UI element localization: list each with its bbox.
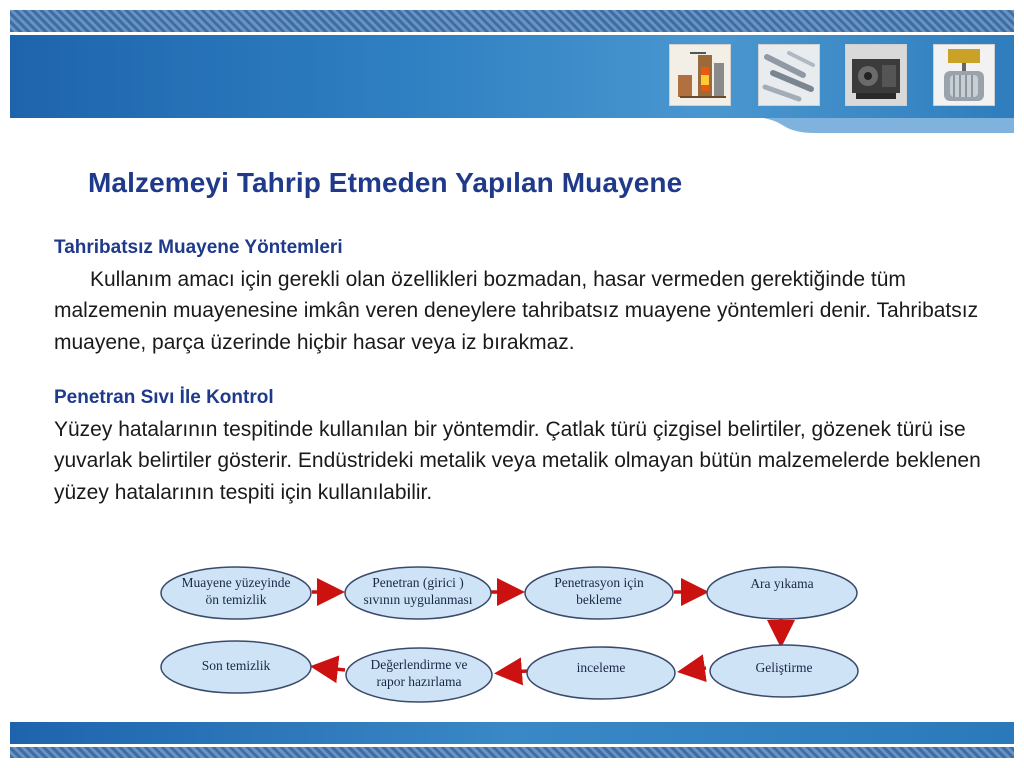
flow-step-7-line2: rapor hazırlama bbox=[376, 674, 462, 689]
flow-step-1 bbox=[161, 567, 311, 619]
slide-title: Malzemeyi Tahrip Etmeden Yapılan Muayene bbox=[88, 167, 683, 198]
flow-step-1-line2: ön temizlik bbox=[205, 592, 267, 607]
flow-arrow-5 bbox=[684, 668, 706, 671]
footer-band bbox=[10, 722, 1014, 744]
flow-step-3-line2: bekleme bbox=[576, 592, 622, 607]
flow-arrow-7 bbox=[317, 667, 345, 670]
flow-step-7-line1: Değerlendirme ve bbox=[370, 657, 468, 672]
flow-step-2-line2: sıvının uygulanması bbox=[363, 592, 473, 607]
flow-step-5 bbox=[710, 645, 858, 697]
flow-step-4 bbox=[707, 567, 857, 619]
flow-step-3 bbox=[525, 567, 673, 619]
flow-step-8-line1: Son temizlik bbox=[201, 658, 271, 673]
flow-step-3-line1: Penetrasyon için bbox=[554, 575, 644, 590]
flow-step-2-line1: Penetran (girici ) bbox=[372, 575, 464, 590]
footer-stripe-band bbox=[10, 747, 1014, 758]
penetrant-paragraph: Yüzey hatalarının tespitinde kullanılan bir yöntemdir. Çatlak türü çizgisel belirtiler, gözenek türü ise yuvarlak belirtiler gösterir. Endüstrideki metalik veya metalik olmayan bütün malzemelerde beklenen yüzey hatalarının tespiti için kullanılabilir. bbox=[54, 417, 981, 504]
ndt-heading: Tahribatsız Muayene Yöntemleri bbox=[54, 237, 343, 258]
flow-arrow-6 bbox=[501, 671, 527, 673]
flow-step-6 bbox=[527, 647, 675, 699]
penetrant-heading: Penetran Sıvı İle Kontrol bbox=[54, 387, 274, 408]
flow-step-1-line1: Muayene yüzeyinde bbox=[181, 575, 291, 590]
flow-step-8 bbox=[161, 641, 311, 693]
flow-step-6-line1: inceleme bbox=[576, 660, 626, 675]
flow-step-5-line1: Geliştirme bbox=[755, 660, 813, 675]
ndt-paragraph: Kullanım amacı için gerekli olan özellikleri bozmadan, hasar vermeden gerektiğinde tüm malzemenin muayenesine imkân veren deneylere tahribatsız muayene yöntemleri denir. Tahribatsız muayene, parça üzerinde hiçbir hasar veya iz bırakmaz. bbox=[54, 267, 979, 354]
flow-step-2 bbox=[345, 567, 491, 619]
flow-step-7 bbox=[346, 648, 492, 702]
flow-step-4-line1: Ara yıkama bbox=[750, 576, 814, 591]
